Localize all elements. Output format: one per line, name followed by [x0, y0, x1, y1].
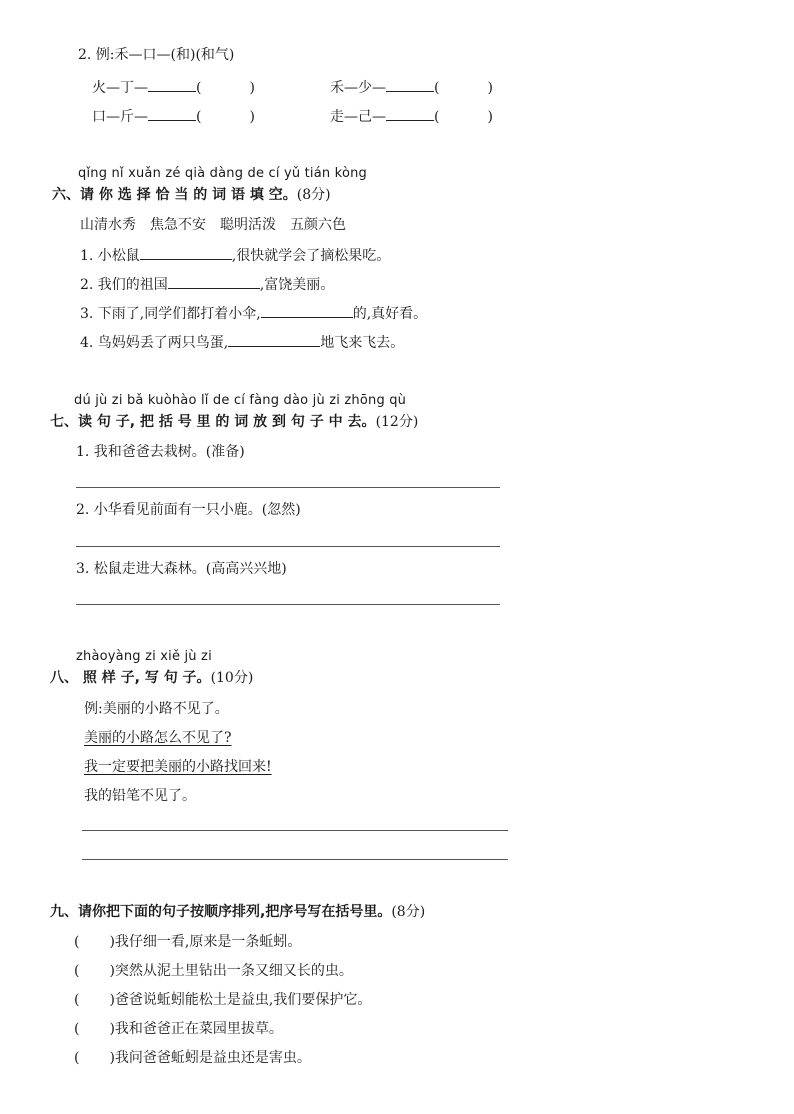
sec8-title: 八、 照 样 子, 写 句 子。 [50, 670, 211, 686]
sec7-q3: 3. 松鼠走进大森林。(高高兴兴地) [76, 561, 287, 577]
sec9-heading [50, 903, 425, 921]
q-text: ,富饶美丽。 [259, 277, 335, 293]
item-text: )我和爸爸正在菜园里拔草。 [109, 1021, 283, 1037]
answer-blank[interactable] [386, 77, 434, 92]
paren-open: ( [196, 109, 202, 125]
sec6-title: 六、请 你 选 择 恰 当 的 词 语 填 空。 [52, 187, 297, 203]
char-formula: 火—丁— [92, 80, 148, 96]
item-text: )突然从泥土里钻出一条又细又长的虫。 [109, 963, 353, 979]
paren-open: ( [434, 80, 440, 96]
answer-line[interactable] [82, 830, 508, 831]
sec5-row2-right [330, 106, 493, 126]
sec8-example-line1: 美丽的小路怎么不见了? [84, 730, 232, 746]
sec6-word-bank: 山清水秀 焦急不安 聪明活泼 五颜六色 [80, 217, 346, 233]
answer-line[interactable] [82, 859, 508, 860]
item-text: )我仔细一看,原来是一条蚯蚓。 [109, 934, 302, 950]
sec8-pinyin: zhàoyàng zi xiě jù zi [76, 649, 212, 664]
list-item [74, 933, 301, 951]
sec5-item2-example: 2. 例:禾—口—(和)(和气) [78, 47, 235, 63]
answer-blank[interactable] [148, 77, 196, 92]
answer-blank[interactable] [168, 274, 260, 289]
char-formula: 禾—少— [330, 80, 386, 96]
sec6-q1 [80, 245, 390, 265]
paren-open: ( [434, 109, 440, 125]
sec9-title: 九、请你把下面的句子按顺序排列,把序号写在括号里。 [50, 904, 392, 920]
item-text: )我问爸爸蚯蚓是益虫还是害虫。 [109, 1050, 311, 1066]
list-item [74, 991, 371, 1009]
sec9-score: (8分) [391, 904, 426, 920]
char-formula: 口—斤— [92, 109, 148, 125]
sec6-q3 [80, 303, 427, 323]
answer-line[interactable] [76, 604, 500, 605]
char-formula: 走—己— [330, 109, 386, 125]
sec6-score: (8分) [296, 187, 331, 203]
list-item [74, 1049, 311, 1067]
sec7-heading [50, 413, 418, 431]
paren-close: ) [487, 109, 493, 125]
sec7-pinyin: dú jù zi bǎ kuòhào lǐ de cí fàng dào jù zi zhōng qù [74, 393, 407, 408]
sec5-row2-left [92, 106, 255, 126]
q-text: ,很快就学会了摘松果吃。 [231, 248, 391, 264]
sec7-q2: 2. 小华看见前面有一只小鹿。(忽然) [76, 502, 301, 518]
sec6-q2 [80, 274, 334, 294]
sec7-title: 七、读 句 子, 把 括 号 里 的 词 放 到 句 子 中 去。 [50, 414, 376, 430]
sec6-pinyin: qǐng nǐ xuǎn zé qià dàng de cí yǔ tián kòng [78, 166, 367, 181]
list-item [74, 962, 353, 980]
sec8-heading [50, 669, 253, 687]
paren-open: ( [74, 1021, 80, 1037]
q-text: 2. 我们的祖国 [80, 277, 168, 293]
paren-open: ( [74, 963, 80, 979]
sec6-heading [52, 186, 331, 204]
answer-blank[interactable] [148, 106, 196, 121]
paren-close: ) [249, 109, 255, 125]
sec7-score: (12分) [375, 414, 419, 430]
paren-open: ( [74, 1050, 80, 1066]
answer-blank[interactable] [140, 245, 232, 260]
paren-open: ( [74, 992, 80, 1008]
answer-blank[interactable] [261, 303, 353, 318]
q-text: 4. 鸟妈妈丢了两只鸟蛋, [80, 335, 229, 351]
sec6-q4 [80, 332, 404, 352]
answer-blank[interactable] [228, 332, 320, 347]
q-text: 地飞来飞去。 [320, 335, 405, 351]
sec5-row1-right [330, 77, 493, 97]
paren-open: ( [74, 934, 80, 950]
paren-open: ( [196, 80, 202, 96]
item-text: )爸爸说蚯蚓能松土是益虫,我们要保护它。 [109, 992, 372, 1008]
sec7-q1: 1. 我和爸爸去栽树。(准备) [76, 444, 245, 460]
sec8-prompt: 我的铅笔不见了。 [84, 788, 196, 804]
q-text: 3. 下雨了,同学们都打着小伞, [80, 306, 261, 322]
sec8-example: 例:美丽的小路不见了。 [84, 701, 229, 717]
answer-line[interactable] [76, 487, 500, 488]
answer-line[interactable] [76, 546, 500, 547]
sec8-example-line2: 我一定要把美丽的小路找回来! [84, 759, 272, 775]
list-item [74, 1020, 283, 1038]
sec5-row1-left [92, 77, 255, 97]
sec8-score: (10分) [210, 670, 254, 686]
paren-close: ) [249, 80, 255, 96]
answer-blank[interactable] [386, 106, 434, 121]
paren-close: ) [487, 80, 493, 96]
q-text: 的,真好看。 [352, 306, 428, 322]
q-text: 1. 小松鼠 [80, 248, 140, 264]
